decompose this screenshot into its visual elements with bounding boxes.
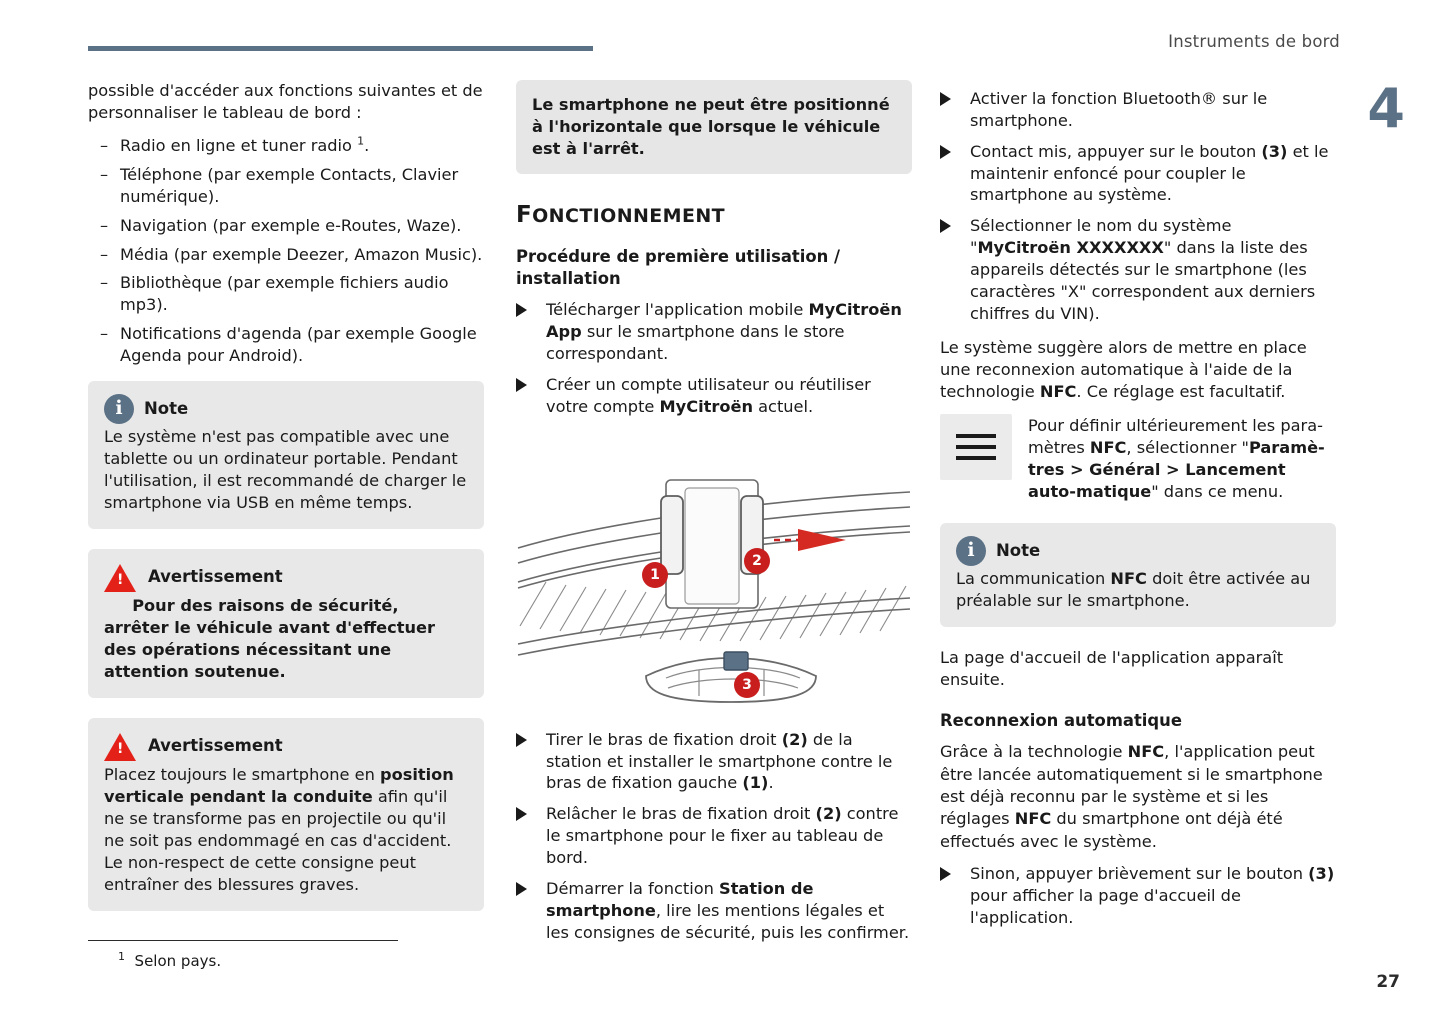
list-item bbox=[516, 729, 912, 795]
list-item bbox=[88, 135, 484, 157]
warning-box-2 bbox=[88, 718, 484, 911]
arrow-bullet-icon bbox=[940, 219, 951, 233]
footnote-label: Selon pays. bbox=[134, 952, 222, 970]
step-part1: Créer un compte utilisateur ou réutiliser votre compte bbox=[546, 375, 871, 416]
list-item bbox=[516, 803, 912, 869]
footnote-text bbox=[88, 950, 484, 970]
header-title: Instruments de bord bbox=[1168, 32, 1340, 51]
warning-triangle-icon bbox=[104, 564, 136, 592]
arrow-bullet-icon bbox=[940, 867, 951, 881]
warning-header bbox=[104, 562, 468, 592]
step-bold2: (1) bbox=[742, 773, 769, 793]
paragraph-nfc-bold: NFC bbox=[1039, 382, 1077, 402]
sub-title-reconnexion: Reconnexion automatique bbox=[940, 710, 1182, 730]
step-part1: Sélectionner le nom du système " bbox=[970, 216, 1232, 258]
intro-paragraph: possible d'accéder aux fonctions suivantes et de personnaliser le tableau de bord : bbox=[88, 81, 483, 123]
step-part2: sur le smartphone dans le store correspondant. bbox=[546, 322, 845, 364]
menu-reference-box bbox=[940, 414, 1336, 503]
warning-box-1 bbox=[88, 549, 484, 698]
warning-header bbox=[104, 731, 468, 761]
step-bold: Station de smartphone bbox=[546, 878, 814, 920]
footnote-rule bbox=[88, 940, 398, 942]
callout-badge-2: 2 bbox=[744, 548, 770, 574]
step-part1: Activer la fonction Bluetooth® sur le smartphone. bbox=[970, 89, 1268, 130]
list-item: – Téléphone (par exemple Contacts, Clavier numérique). bbox=[88, 164, 484, 208]
note-part2: doit être activée au préalable sur le smartphone. bbox=[956, 568, 1311, 610]
warning-title: Avertissement bbox=[148, 736, 283, 756]
step-part2: contre le smartphone pour le fixer au tableau de bord. bbox=[546, 804, 899, 868]
column-left bbox=[88, 80, 484, 931]
note-part1: La communication bbox=[956, 568, 1111, 588]
note-header bbox=[956, 536, 1320, 566]
list-item bbox=[940, 215, 1336, 324]
warning-title: Avertissement bbox=[148, 566, 283, 586]
warning-body bbox=[104, 764, 468, 896]
step-bold: (3) bbox=[1261, 141, 1288, 161]
step-bold: MyCitroën App bbox=[546, 300, 902, 342]
steps-after-figure bbox=[516, 729, 912, 944]
smartphone-station-illustration bbox=[516, 430, 912, 715]
step-part2: de la station et installer le smartphone contre le bras de fixation gauche bbox=[546, 729, 893, 793]
step-bold: MyCitroën XXXXXXX bbox=[977, 238, 1164, 258]
sub-title-procedure: Procédure de première utilisation / installation bbox=[516, 246, 840, 288]
paragraph-home: La page d'accueil de l'application apparaît ensuite. bbox=[940, 647, 1284, 690]
auto-part1: Grâce à la technologie bbox=[940, 742, 1128, 762]
menu-bold1: NFC bbox=[1089, 437, 1127, 457]
column-middle bbox=[516, 80, 912, 955]
warning-triangle-icon bbox=[104, 733, 136, 761]
arrow-bullet-icon bbox=[516, 882, 527, 896]
menu-bold2: Paramè-tres > Général > Lancement auto-matique bbox=[1028, 437, 1325, 501]
step-part1: Tirer le bras de fixation droit bbox=[546, 729, 782, 749]
footnote-marker: 1 bbox=[118, 950, 125, 963]
warning-text-part2: afin qu'il ne se transforme pas en projectile ou qu'il ne soit pas endommagé en cas d'accident. Le non-respect de cette consigne peut entraîner des blessures graves. bbox=[104, 787, 452, 895]
auto-part3: du smartphone ont déjà été effectués avec le système. bbox=[940, 809, 1283, 851]
step-part1: Télécharger l'application mobile bbox=[546, 300, 809, 320]
note-body bbox=[956, 568, 1320, 612]
step-bold: (3) bbox=[1308, 864, 1335, 884]
chapter-number: 4 bbox=[1367, 77, 1405, 140]
callout-text: Le smartphone ne peut être positionné à l'horizontale que lorsque le véhicule est à l'arrêt. bbox=[532, 95, 890, 159]
list-item: – Bibliothèque (par exemple fichiers audio mp3). bbox=[88, 272, 484, 316]
note-bold: NFC bbox=[1110, 568, 1147, 588]
callout-box bbox=[516, 80, 912, 174]
hamburger-menu-icon bbox=[940, 414, 1012, 480]
note-header bbox=[104, 394, 468, 424]
step-part2: , lire les mentions légales et les consignes de sécurité, puis les confirmer. bbox=[546, 900, 910, 942]
list-item bbox=[940, 88, 1336, 132]
arrow-bullet-icon bbox=[940, 145, 951, 159]
auto-bold1: NFC bbox=[1127, 742, 1165, 762]
list-item bbox=[940, 141, 1336, 207]
illustration-svg bbox=[516, 430, 912, 715]
features-list bbox=[88, 135, 484, 367]
step-part1: Contact mis, appuyer sur le bouton bbox=[970, 141, 1262, 161]
step-part1: Sinon, appuyer brièvement sur le bouton bbox=[970, 864, 1309, 884]
info-icon: i bbox=[956, 536, 986, 566]
paragraph-auto bbox=[940, 741, 1336, 853]
callout-badge-3: 3 bbox=[734, 672, 760, 698]
warning-body-text: Pour des raisons de sécurité, arrêter le véhicule avant d'effectuer des opérations nécessitant une attention soutenue. bbox=[104, 595, 435, 682]
arrow-bullet-icon bbox=[940, 92, 951, 106]
footnote bbox=[88, 940, 484, 971]
list-item bbox=[940, 863, 1336, 929]
paragraph-nfc-part2: . Ce réglage est facultatif. bbox=[1076, 382, 1286, 402]
note-body: Le système n'est pas compatible avec une tablette ou un ordinateur portable. Pendant l'utilisation, il est recommandé de charger le smartphone via USB en même temps. bbox=[104, 426, 467, 512]
menu-part1: Pour définir ultérieurement les para-mètres bbox=[1028, 415, 1323, 457]
menu-reference-text bbox=[1028, 414, 1336, 503]
list-item: – Navigation (par exemple e-Routes, Waze). bbox=[88, 215, 484, 237]
warning-text-part1: Placez toujours le smartphone en bbox=[104, 765, 380, 785]
page-number: 27 bbox=[1376, 972, 1400, 992]
note-title: Note bbox=[144, 398, 189, 418]
header-rule bbox=[88, 46, 593, 51]
arrow-bullet-icon bbox=[516, 733, 527, 747]
step-part2: et le maintenir enfoncé pour coupler le smartphone au système. bbox=[970, 141, 1329, 205]
list-item bbox=[516, 374, 912, 418]
pairing-steps bbox=[940, 88, 1336, 325]
arrow-bullet-icon bbox=[516, 378, 527, 392]
step-part1: Relâcher le bras de fixation droit bbox=[546, 804, 816, 824]
menu-part2: , sélectionner " bbox=[1126, 437, 1249, 457]
steps-before-figure bbox=[516, 299, 912, 417]
list-item bbox=[516, 299, 912, 365]
step-part2: " dans la liste des appareils détectés sur le smartphone (les caractères "X" correspondent aux derniers chiffres du VIN). bbox=[970, 238, 1316, 323]
list-item bbox=[516, 878, 912, 944]
step-part2: pour afficher la page d'accueil de l'application. bbox=[970, 886, 1241, 927]
column-right bbox=[940, 80, 1336, 941]
auto-bold2: NFC bbox=[1014, 809, 1052, 829]
step-part3: . bbox=[768, 773, 774, 793]
paragraph-nfc bbox=[940, 337, 1336, 404]
list-item: – Notifications d'agenda (par exemple Google Agenda pour Android). bbox=[88, 323, 484, 367]
menu-part3: " dans ce menu. bbox=[1151, 481, 1284, 501]
step-part1: Démarrer la fonction bbox=[546, 878, 720, 898]
step-bold: (2) bbox=[781, 729, 808, 749]
note-title: Note bbox=[996, 540, 1041, 560]
step-part2: actuel. bbox=[752, 396, 814, 416]
list-item: – Média (par exemple Deezer, Amazon Music). bbox=[88, 244, 484, 266]
step-bold: MyCitroën bbox=[659, 396, 753, 416]
section-title: FONCTIONNEMENT bbox=[516, 202, 726, 229]
step-bold: (2) bbox=[815, 804, 842, 824]
feature-label: Radio en ligne et tuner radio $^1$. bbox=[120, 134, 370, 156]
warning-text-bold: position verticale pendant la conduite bbox=[104, 765, 454, 807]
note-box bbox=[88, 381, 484, 529]
arrow-bullet-icon bbox=[516, 807, 527, 821]
info-icon: i bbox=[104, 394, 134, 424]
auto-part2: , l'application peut être lancée automatiquement si le smartphone est déjà reconnu par le système et si les réglages bbox=[940, 742, 1323, 829]
warning-body bbox=[104, 595, 468, 683]
callout-badge-1: 1 bbox=[642, 562, 668, 588]
arrow-bullet-icon bbox=[516, 303, 527, 317]
paragraph-nfc-part1: Le système suggère alors de mettre en place une reconnexion automatique à l'aide de la technologie bbox=[940, 337, 1307, 402]
note-box bbox=[940, 523, 1336, 627]
last-step-list bbox=[940, 863, 1336, 929]
